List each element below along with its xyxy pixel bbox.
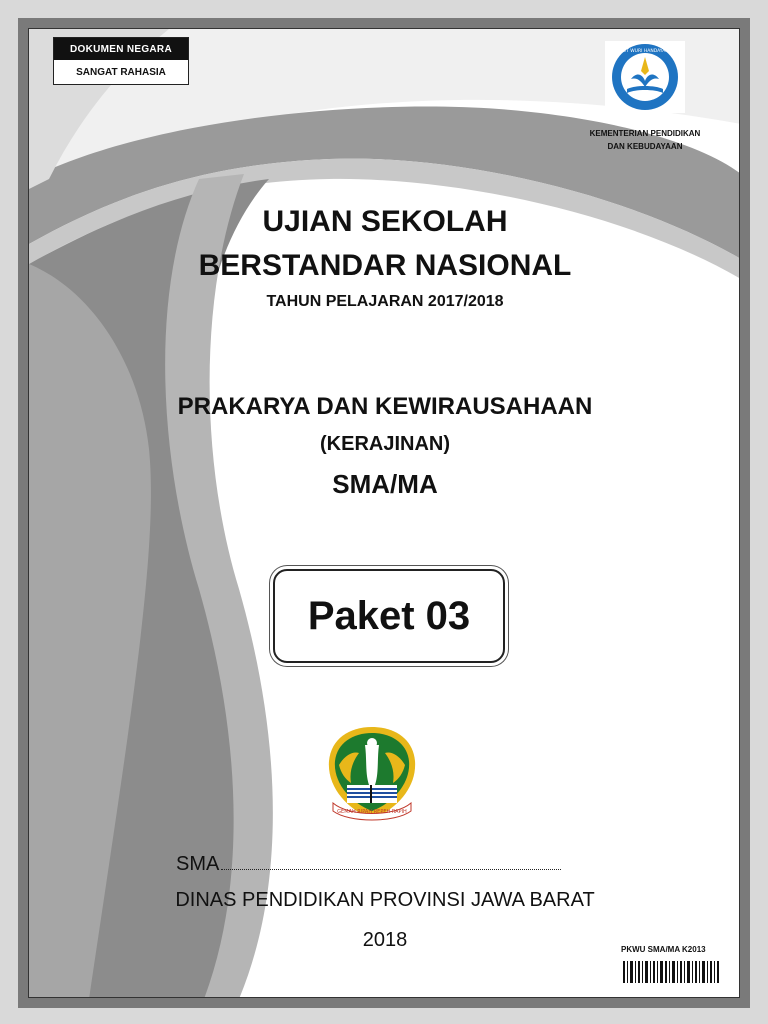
exam-title-line1: UJIAN SEKOLAH — [262, 205, 508, 238]
ministry-block — [585, 41, 705, 153]
svg-text:TUT WURI HANDAYANI: TUT WURI HANDAYANI — [620, 49, 670, 54]
tut-wuri-handayani-emblem-icon — [605, 41, 685, 113]
publication-year: 2018 — [362, 929, 408, 951]
ministry-name-line2: DAN KEBUDAYAAN — [607, 142, 683, 151]
subject-subtitle: (KERAJINAN) — [320, 433, 450, 455]
ministry-name — [585, 127, 705, 153]
document-code: PKWU SMA/MA K2013 — [621, 945, 706, 954]
school-name-line — [176, 853, 561, 876]
school-level: SMA/MA — [332, 469, 438, 499]
education-office: DINAS PENDIDIKAN PROVINSI JAWA BARAT — [175, 889, 595, 911]
school-name-field — [221, 855, 561, 870]
svg-text:GEMAH RIPAH REPEH RAPIH: GEMAH RIPAH REPEH RAPIH — [337, 809, 407, 815]
school-label: SMA — [176, 853, 220, 875]
package-label: Paket 03 — [273, 569, 505, 663]
classification-label: SANGAT RAHASIA — [76, 66, 166, 78]
confidentiality-box — [53, 37, 189, 85]
jawa-barat-emblem-icon — [325, 725, 419, 821]
barcode-icon — [621, 959, 721, 985]
document-type-label: DOKUMEN NEGARA — [54, 38, 188, 60]
ministry-name-line1: KEMENTERIAN PENDIDIKAN — [589, 129, 701, 138]
exam-title-line2: BERSTANDAR NASIONAL — [198, 249, 572, 282]
cover-page — [28, 28, 740, 998]
page-frame — [18, 18, 750, 1008]
academic-year: TAHUN PELAJARAN 2017/2018 — [266, 293, 504, 310]
subject-title: PRAKARYA DAN KEWIRAUSAHAAN — [177, 393, 593, 420]
